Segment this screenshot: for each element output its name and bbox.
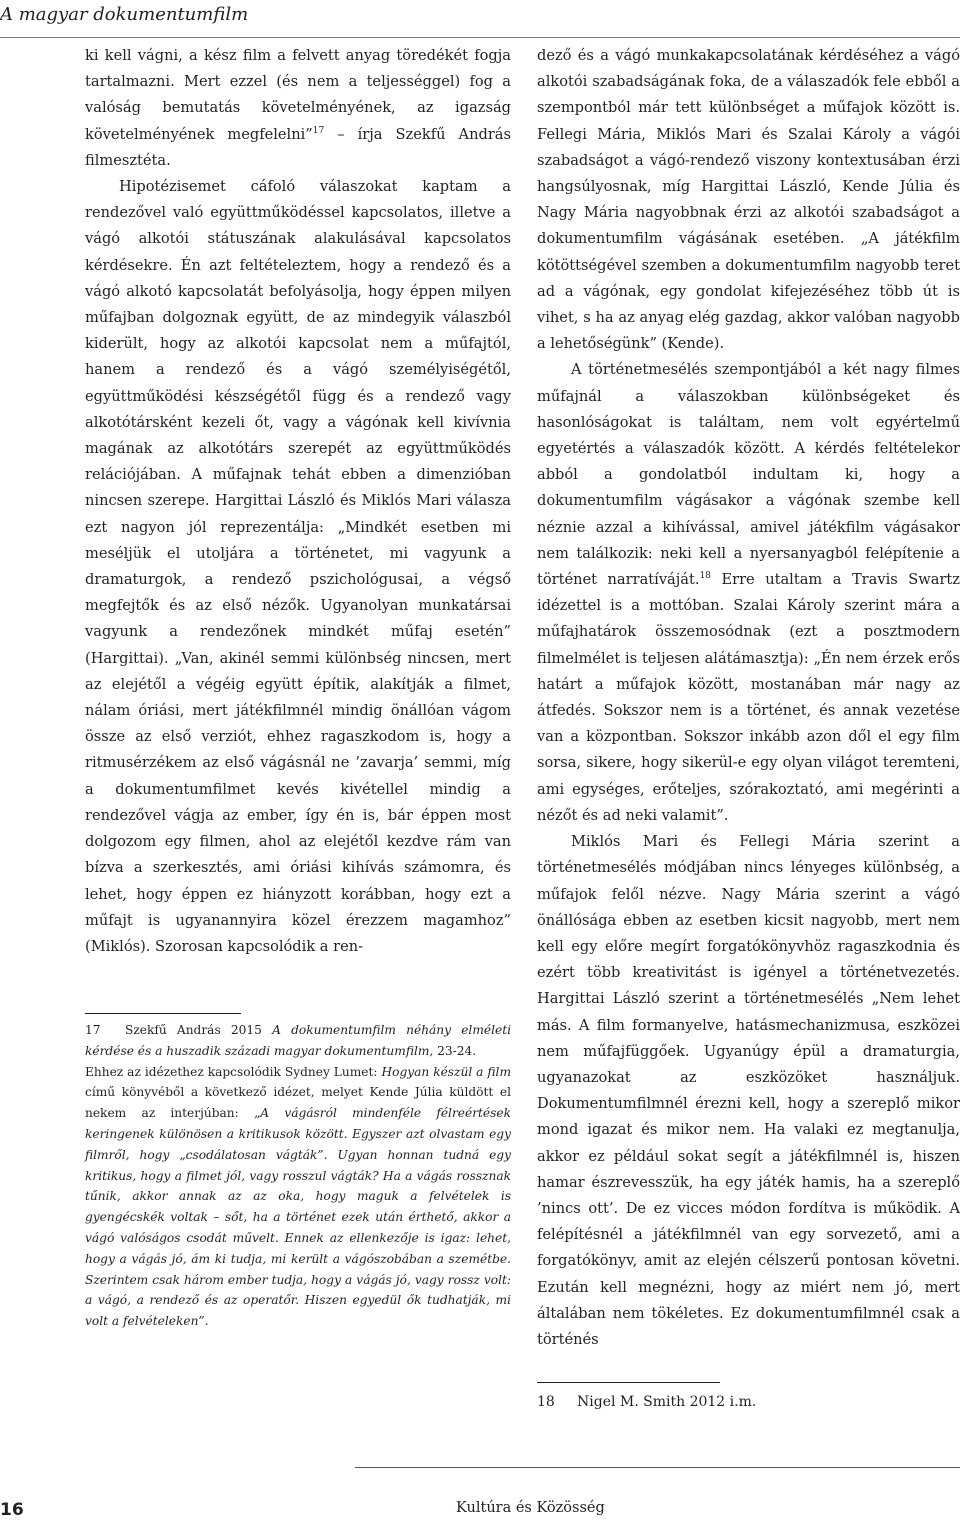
right-paragraph-2	[537, 357, 960, 829]
footnote-18	[537, 1391, 960, 1413]
left-p1-text-end: – írja Szekfű András filmesztéta.	[85, 125, 511, 169]
right-p2-text: A történetmesélés szempontjából a két nagy filmes műfajnál a válaszokban különbségeket és hasonlóságokat is találtam, nem volt egyértelmű egyetértés a válaszadók között. A kérdés feltételekor abból a gondolatból indultam ki, hogy a dokumentumfilm vágásakor a vágónak szembe kell néznie azzal a kihívással, amivel játékfilm vágásakor nem találkozik: neki kell a nyersanyagból felépítenie a történet narratíváját.	[537, 361, 960, 589]
left-p1-text: ki kell vágni, a kész film a felvett anyag töredékét fogja tartalmazni. Mert ezzel (és nem a teljességgel) fog a valóság bemutatás követelményének, az igazság követelményének megfelelni”	[85, 47, 511, 143]
footnote-17-book-title: Hogyan készül a film	[381, 1064, 511, 1079]
page-number: 16	[0, 1500, 24, 1520]
running-header: A magyar dokumentumfilm	[0, 4, 249, 25]
footnote-17-note-lead: Ehhez az idézethez kapcsolódik Sydney Lumet:	[85, 1064, 382, 1079]
footer-rule	[355, 1467, 960, 1468]
right-paragraph-3: Miklós Mari és Fellegi Mária szerint a történetmesélés módjában nincs lényeges különbség, a műfajok felől nézve. Nagy Mária szerint a vágó önállósága ebben az esetben kicsit nagyobb, mert nem kell egy előre megírt forgatókönyvhöz ragaszkodnia és ezért több kreativitást is igényel a történetvezetés. Hargittai László szerint a történetmesélés „Nem lehet más. A film formanyelve, hatásmechanizmusa, eszközei nem műfajfüggőek. Ugyanúgy épül a dramaturgia, ugyanazokat az eszközöket használjuk. Dokumentumfilmnél érezni kell, hogy a szereplő mikor mond igazat és mikor nem. Ha valaki ez megtanulja, akkor ez például sokat segít a játékfilmnél is, hiszen hamar észrevesszük, ha egy játék hamis, ha a szereplő ’nincs ott’. De ez vicces módon fordítva is működik. A felépítésnél a játékfilmnél van egy sorvezető, ami a forgatókönyv, amit az elején célszerű pontosan követni. Ezután kell megnézni, hogy az miért nem jó, mert általában nem tökéletes. Ez dokumentumfilmnél csak a történés	[537, 833, 960, 1348]
right-paragraph-1: dező és a vágó munkakapcsolatának kérdéséhez a vágó alkotói szabadságának foka, de a válaszadók fele ebből a szempontból már tett különbséget a műfajok között is. Fellegi Mária, Miklós Mari és Szalai Károly a vágói szabadságot a vágó-rendező viszony kontextusában érzi hangsúlyosnak, míg Hargittai László, Kende Júlia és Nagy Mária nagyobbnak érzi az alkotói szabadságot a dokumentumfilm vágásának esetében. „A játékfilm kötöttségével szemben a dokumentumfilm nagyobb teret ad a vágónak, egy gondolat kifejezéséhez több út is vihet, s ha az anyag elég gazdag, akkor valóban nagyobb a lehetőségünk” (Kende).	[537, 47, 960, 353]
footnote-18-text: Nigel M. Smith 2012 i.m.	[577, 1394, 757, 1410]
footnote-number-17: 17	[85, 1023, 101, 1037]
footnote-ref-18[interactable]: 18	[699, 571, 711, 582]
footer-journal-name: Kultúra és Közösség	[456, 1500, 605, 1516]
right-p2-text-end: Erre utaltam a Travis Swartz idézettel is a mottóban. Szalai Károly szerint mára a műfajhatárok összemosódnak (ezt a posztmodern filmelmélet is teljesen alátámasztja): „Én nem érzek erős határt a műfajok között, mostanában már nagy az átfedés. Sokszor nem is a történet, és annak vezetése van a központban. Sokszor inkább azon dől el egy film sorsa, sikere, hogy sikerül-e egy olyan világot teremteni, ami egységes, erőteljes, szórakoztató, ami megérinti a nézőt és ad neki valamit”.	[537, 571, 960, 824]
footnote-17-pages: 23-24.	[433, 1043, 477, 1058]
footnote-17-note-mid: című könyvéből a következő idézet, melyet Kende Júlia küldött el nekem az interjúban:	[85, 1085, 511, 1121]
footnote-17-author: Szekfű András 2015	[125, 1023, 273, 1037]
left-paragraph-2: Hipotézisemet cáfoló válaszokat kaptam a rendezővel való együttműködéssel kapcsolatos, illetve a vágó alkotói státuszának alakulásával kapcsolatos kérdésekre. Én azt feltételeztem, hogy a rendező és a vágó alkotó kapcsolatát befolyásolja, hogy éppen milyen műfajban dolgoznak együtt, de az mindegyik válaszból kiderült, hogy az alkotói kapcsolat nem a műfajtól, hanem a rendező és a vágó személyiségétől, együttműködési készségétől függ és a rendező vagy alkotótársként kezeli őt, vagy a vágónak kell kivívnia magának az alkotótárs szerepét az együttműködés relációjában. A műfajnak tehát ebben a dimenzióban nincsen szerepe. Hargittai László és Miklós Mari válasza ezt nagyon jól reprezentálja: „Mindkét esetben mi meséljük el utoljára a történetet, mi vagyunk a dramaturgok, a rendező pszichológusai, a végső megfejtők és az első nézők. Ugyanolyan munkatársai vagyunk a rendezőnek mindkét műfaj esetén” (Hargittai). „Van, akinél semmi különbség nincsen, mert az elejétől a végéig együtt építik, alakítják a filmet, nálam óriási, mert játékfilmnél mindig önállóan vágom össze az első verziót, ehhez ragaszkodom is, hogy a ritmusérzékem az első vágásnál ne ’zavarja’ semmi, míg a dokumentumfilmet kevés kivétellel mindig a rendezővel vágja az ember, így én is, bár éppen most dolgozom egy filmen, ahol az elejétől kezdve rám van bízva a szerkesztés, ami óriási kihívás számomra, és lehet, hogy éppen ez hiányzott korábban, hogy ezt a műfajt is ugyanannyira közel érezzem magamhoz” (Miklós). Szorosan kapcsolódik a ren-	[85, 178, 511, 955]
footnote-17-title: A dokumentumfilm néhány elméleti kérdése és a huszadik századi magyar dokumentumfilm,	[85, 1023, 512, 1058]
left-column	[85, 43, 511, 960]
right-column	[537, 43, 960, 1353]
footnote-rule-right	[537, 1382, 720, 1383]
footnote-17	[85, 1020, 511, 1332]
footnote-17-quote: „A vágásról mindenféle félreértések keringenek különösen a kritikusok között. Egyszer azt olvastam egy filmről, hogy „csodálatosan vágták”. Ugyan honnan tudná egy kritikus, hogy a filmet jól, vagy rosszul vágták? Ha a vágás rossznak tűnik, akkor annak az az oka, hogy maguk a felvételek is gyengécskék voltak – sőt, ha a történet ezek után érthető, akkor a vágó valóságos csodát művelt. Ennek az ellenkezője is igaz: lehet, hogy a vágás jó, ám ki tudja, mi került a vágószobában a szemétbe. Szerintem csak három ember tudja, hogy a vágás jó, vagy rossz volt: a vágó, a rendező és az operatőr. Hiszen egyedül ők tudhatják, mi volt a felvételeken”.	[85, 1106, 511, 1329]
left-paragraph-1	[85, 43, 511, 174]
footnote-rule-left	[85, 1013, 241, 1014]
footnote-number-18: 18	[537, 1394, 555, 1410]
footnote-ref-17[interactable]: 17	[312, 125, 325, 136]
header-rule	[0, 37, 960, 38]
